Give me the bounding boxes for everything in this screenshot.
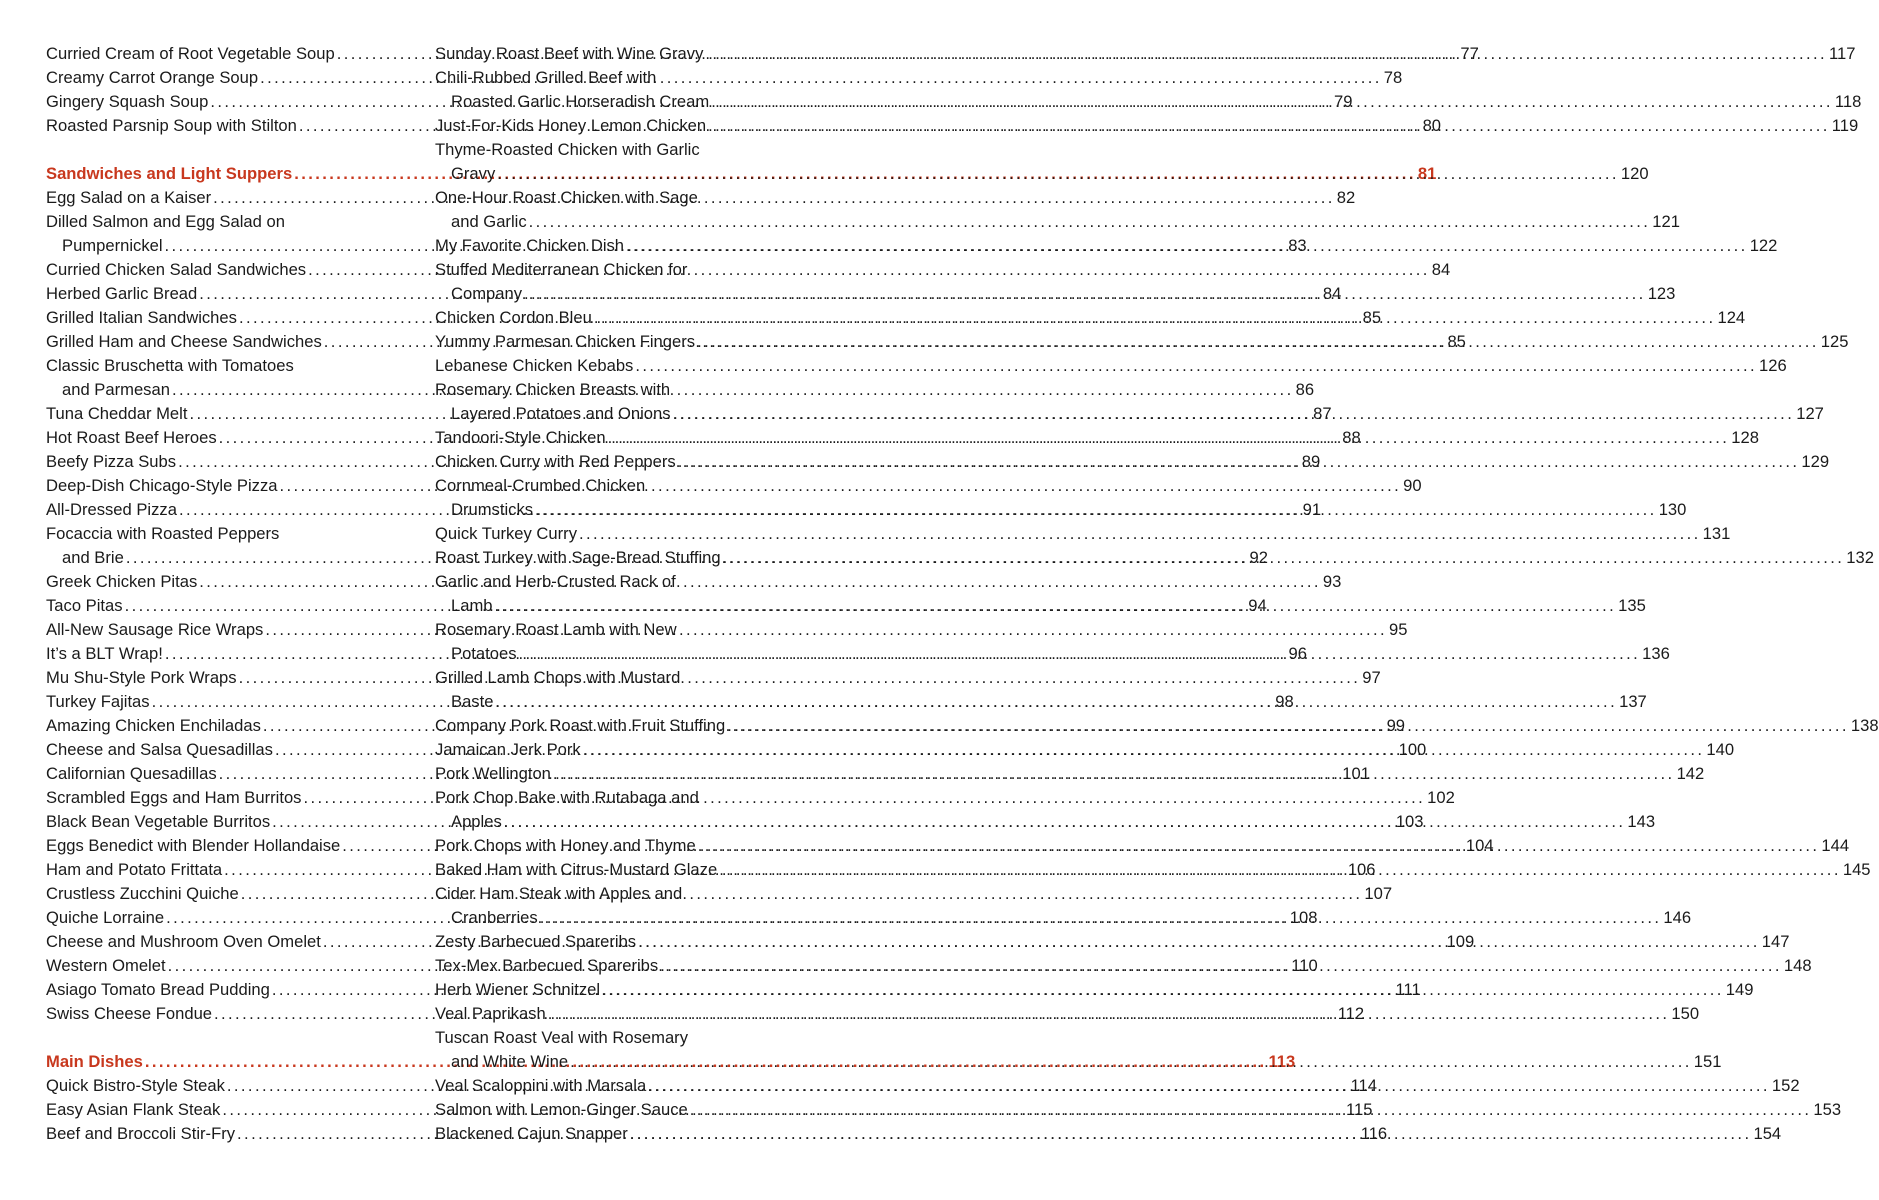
page-number: 91 <box>1302 500 1322 519</box>
dot-leader <box>706 114 1832 138</box>
section-spacer <box>46 1026 406 1050</box>
entry-title: Jamaican Jerk Pork <box>435 740 581 759</box>
entry-title: Focaccia with Roasted Peppers <box>46 524 280 543</box>
dot-leader <box>533 498 1659 522</box>
dot-leader <box>725 714 1851 738</box>
dot-leader <box>646 1074 1772 1098</box>
dot-leader <box>721 546 1847 570</box>
entry-title: Cranberries <box>451 908 538 927</box>
entry-title: Pork Chop Bake with Rutabaga and <box>435 788 699 807</box>
page-number: 138 <box>1850 716 1879 735</box>
page-number: 126 <box>1759 356 1787 375</box>
entry-title: One-Hour Roast Chicken with Sage <box>435 188 698 207</box>
dot-leader <box>258 66 1384 90</box>
entry-title: Potatoes <box>451 644 517 663</box>
entry-title: Yummy Parmesan Chicken Fingers <box>435 332 696 351</box>
dot-leader <box>237 666 1363 690</box>
entry-title: Curried Chicken Salad Sandwiches <box>46 260 307 279</box>
page-number: 115 <box>1345 1100 1373 1119</box>
page-number: 121 <box>1652 212 1680 231</box>
page-number: 129 <box>1801 452 1830 471</box>
entry-title: Zesty Barbecued Spareribs <box>435 932 637 951</box>
entry-title: Beefy Pizza Subs <box>46 452 177 471</box>
page-number: 78 <box>1383 68 1403 87</box>
dot-leader <box>502 810 1628 834</box>
page-number: 135 <box>1618 596 1646 615</box>
entry-title: Taco Pitas <box>46 596 123 615</box>
page-number: 79 <box>1334 92 1353 111</box>
entry-title: Cornmeal-Crumbed Chicken <box>435 476 646 495</box>
page-number: 111 <box>1395 980 1421 999</box>
page-number: 103 <box>1395 812 1424 831</box>
dot-leader <box>538 906 1664 930</box>
dot-leader <box>493 594 1619 618</box>
page-number: 154 <box>1753 1124 1782 1143</box>
page-number: 77 <box>1460 44 1479 63</box>
page-number: 116 <box>1360 1124 1388 1143</box>
entry-title: Hot Roast Beef Heroes <box>46 428 217 447</box>
page-number: 137 <box>1619 692 1647 711</box>
page-number: 124 <box>1717 308 1746 327</box>
entry-title: Lamb <box>451 596 493 615</box>
entry-title: Classic Bruschetta with Tomatoes <box>46 356 294 375</box>
dot-leader <box>624 234 1750 258</box>
toc-entry[interactable] <box>435 138 794 162</box>
toc-entry[interactable] <box>435 1026 794 1050</box>
entry-title: All-Dressed Pizza <box>46 500 177 519</box>
entry-title: Salmon with Lemon-Ginger Sauce <box>435 1100 688 1119</box>
entry-title: Tandoori-Style Chicken <box>435 428 606 447</box>
dot-leader <box>717 858 1843 882</box>
entry-title: Just-For-Kids Honey Lemon Chicken <box>435 116 707 135</box>
entry-title: Baste <box>451 692 494 711</box>
page-number: 120 <box>1620 164 1649 183</box>
dot-leader <box>628 1122 1754 1146</box>
entry-title: Grilled Ham and Cheese Sandwiches <box>46 332 322 351</box>
page-number: 117 <box>1829 44 1856 63</box>
entry-title: Blackened Cajun Snapper <box>435 1124 628 1143</box>
page-number: 113 <box>1268 1052 1296 1071</box>
toc-entry[interactable] <box>435 258 794 282</box>
page-number: 130 <box>1658 500 1687 519</box>
dot-leader <box>546 1002 1672 1026</box>
entry-title: Rosemary Chicken Breasts with <box>435 380 671 399</box>
toc-entry[interactable] <box>435 354 1787 378</box>
entry-title: Pumpernickel <box>62 236 163 255</box>
page-number: 149 <box>1725 980 1754 999</box>
entry-title: Herbed Garlic Bread <box>46 284 198 303</box>
page-number: 82 <box>1336 188 1356 207</box>
dot-leader <box>263 618 1389 642</box>
toc-entry[interactable] <box>435 882 794 906</box>
page-number: 87 <box>1313 404 1332 423</box>
dot-leader <box>592 306 1718 330</box>
dot-leader <box>495 162 1621 186</box>
entry-title: My Favorite Chicken Dish <box>435 236 625 255</box>
entry-title: Egg Salad on a Kaiser <box>46 188 212 207</box>
entry-title: Western Omelet <box>46 956 166 975</box>
page-number: 88 <box>1342 428 1361 447</box>
dot-leader <box>239 882 1365 906</box>
entry-title: Chili-Rubbed Grilled Beef with <box>435 68 657 87</box>
page-number: 140 <box>1706 740 1735 759</box>
entry-title: Rosemary Roast Lamb with New <box>435 620 677 639</box>
toc-entry[interactable] <box>46 354 406 378</box>
entry-title: Drumsticks <box>451 500 534 519</box>
entry-title: Curried Cream of Root Vegetable Soup <box>46 44 335 63</box>
page-number: 132 <box>1846 548 1874 567</box>
toc-entry[interactable] <box>435 474 794 498</box>
page-number: 102 <box>1427 788 1455 807</box>
dot-leader <box>636 930 1762 954</box>
entry-title: Cheese and Mushroom Oven Omelet <box>46 932 321 951</box>
dot-leader <box>633 354 1759 378</box>
page-number: 85 <box>1447 332 1466 351</box>
dot-leader <box>577 522 1703 546</box>
page-number: 86 <box>1295 380 1315 399</box>
page-number: 151 <box>1693 1052 1722 1071</box>
page-number: 90 <box>1403 476 1422 495</box>
entry-title: Herb Wiener Schnitzel <box>435 980 601 999</box>
entry-title: and Garlic <box>451 212 527 231</box>
entry-title: Eggs Benedict with Blender Hollandaise <box>46 836 341 855</box>
page-number: 122 <box>1749 236 1778 255</box>
page-number: 85 <box>1362 308 1382 327</box>
dot-leader <box>676 450 1802 474</box>
page-number: 84 <box>1431 260 1451 279</box>
entry-title: Tex-Mex Barbecued Spareribs <box>435 956 659 975</box>
entry-title: Company Pork Roast with Fruit Stuffing <box>435 716 726 735</box>
dot-leader <box>527 210 1653 234</box>
entry-title: All-New Sausage Rice Wraps <box>46 620 264 639</box>
page-number: 94 <box>1248 596 1267 615</box>
dot-leader <box>606 426 1732 450</box>
entry-title: Stuffed Mediterranean Chicken for <box>435 260 688 279</box>
dot-leader <box>493 690 1619 714</box>
entry-title: Tuscan Roast Veal with Rosemary <box>435 1028 689 1047</box>
entry-title: Deep-Dish Chicago-Style Pizza <box>46 476 278 495</box>
dot-leader <box>581 738 1707 762</box>
entry-title: Californian Quesadillas <box>46 764 217 783</box>
entry-title: Scrambled Eggs and Ham Burritos <box>46 788 302 807</box>
page-number: 106 <box>1347 860 1376 879</box>
entry-title: Tuna Cheddar Melt <box>46 404 188 423</box>
page-number: 119 <box>1831 116 1859 135</box>
page-number: 97 <box>1362 668 1381 687</box>
page-number: 80 <box>1422 116 1442 135</box>
page-number: 96 <box>1288 644 1307 663</box>
page-number: 95 <box>1389 620 1408 639</box>
page-number: 107 <box>1364 884 1393 903</box>
dot-leader <box>517 642 1643 666</box>
entry-title: Cheese and Salsa Quesadillas <box>46 740 273 759</box>
page-number: 128 <box>1731 428 1759 447</box>
entry-title: Grilled Italian Sandwiches <box>46 308 237 327</box>
page-number: 100 <box>1398 740 1427 759</box>
toc-entry[interactable] <box>435 210 1680 234</box>
page-number: 136 <box>1642 644 1670 663</box>
entry-title: Gravy <box>451 164 496 183</box>
entry-title: Asiago Tomato Bread Pudding <box>46 980 270 999</box>
toc-entry[interactable] <box>435 186 794 210</box>
entry-title: Baked Ham with Citrus-Mustard Glaze <box>435 860 718 879</box>
toc-entry[interactable] <box>46 522 406 546</box>
entry-title: Cider Ham Steak with Apples and <box>435 884 683 903</box>
section-title: Sandwiches and Light Suppers <box>46 164 293 183</box>
page-number: 150 <box>1671 1004 1700 1023</box>
entry-title: Chicken Curry with Red Peppers <box>435 452 676 471</box>
entry-title: Lebanese Chicken Kebabs <box>435 356 634 375</box>
entry-title: Apples <box>451 812 502 831</box>
entry-title: Company <box>451 284 523 303</box>
page-number: 109 <box>1446 932 1475 951</box>
page-number: 93 <box>1322 572 1342 591</box>
dot-leader <box>688 1098 1814 1122</box>
page-number: 104 <box>1465 836 1494 855</box>
entry-title: Quiche Lorraine <box>46 908 165 927</box>
page-number: 81 <box>1417 164 1437 183</box>
page-number: 99 <box>1386 716 1406 735</box>
toc-entry[interactable] <box>435 786 794 810</box>
entry-title: Pork Wellington <box>435 764 551 783</box>
entry-title: Chicken Cordon Bleu <box>435 308 592 327</box>
entry-title: Roast Turkey with Sage-Bread Stuffing <box>435 548 721 567</box>
toc-entry[interactable] <box>46 210 406 234</box>
dot-leader <box>568 1050 1694 1074</box>
page-number: 127 <box>1796 404 1824 423</box>
entry-title: Thyme-Roasted Chicken with Garlic <box>435 140 700 159</box>
page-number: 98 <box>1275 692 1294 711</box>
entry-title: Greek Chicken Pitas <box>46 572 198 591</box>
entry-title: and White Wine <box>451 1052 569 1071</box>
page-number: 108 <box>1289 908 1318 927</box>
entry-title: Pork Chops with Honey and Thyme <box>435 836 696 855</box>
page-number: 101 <box>1342 764 1370 783</box>
page-number: 145 <box>1842 860 1871 879</box>
page-number: 118 <box>1834 92 1862 111</box>
dot-leader <box>551 762 1677 786</box>
section-title: Main Dishes <box>46 1052 143 1071</box>
toc-entry[interactable] <box>435 378 794 402</box>
page-number: 152 <box>1771 1076 1800 1095</box>
entry-title: and Brie <box>62 548 124 567</box>
dot-leader <box>709 90 1835 114</box>
page-number: 110 <box>1291 956 1318 975</box>
entry-title: Veal Paprikash <box>435 1004 546 1023</box>
page-number: 125 <box>1820 332 1849 351</box>
entry-title: Gingery Squash Soup <box>46 92 209 111</box>
page-number: 89 <box>1301 452 1321 471</box>
page-number: 92 <box>1249 548 1268 567</box>
entry-title: Quick Bistro-Style Steak <box>46 1076 225 1095</box>
page-number: 146 <box>1663 908 1692 927</box>
entry-title: Grilled Lamb Chops with Mustard <box>435 668 681 687</box>
entry-title: Roasted Garlic Horseradish Cream <box>451 92 710 111</box>
page-number: 153 <box>1813 1100 1842 1119</box>
dot-leader <box>600 978 1726 1002</box>
toc-entry[interactable] <box>435 618 794 642</box>
entry-title: Easy Asian Flank Steak <box>46 1100 221 1119</box>
entry-title: Mu Shu-Style Pork Wraps <box>46 668 237 687</box>
entry-title: Garlic and Herb-Crusted Rack of <box>435 572 676 591</box>
entry-title: Quick Turkey Curry <box>435 524 577 543</box>
dot-leader <box>696 834 1822 858</box>
page-number: 143 <box>1627 812 1656 831</box>
page-number: 114 <box>1350 1076 1378 1095</box>
entry-title: Swiss Cheese Fondue <box>46 1004 213 1023</box>
page-number: 83 <box>1288 236 1307 255</box>
page-number: 144 <box>1821 836 1850 855</box>
entry-title: Black Bean Vegetable Burritos <box>46 812 271 831</box>
entry-title: Dilled Salmon and Egg Salad on <box>46 212 285 231</box>
page-number: 131 <box>1702 524 1731 543</box>
entry-title: Layered Potatoes and Onions <box>451 404 671 423</box>
toc-entry[interactable] <box>435 570 794 594</box>
dot-leader <box>703 42 1829 66</box>
entry-title: Crustless Zucchini Quiche <box>46 884 239 903</box>
entry-title: Beef and Broccoli Stir-Fry <box>46 1124 236 1143</box>
dot-leader <box>695 330 1821 354</box>
entry-title: Veal Scaloppini with Marsala <box>435 1076 647 1095</box>
page-number: 142 <box>1676 764 1705 783</box>
entry-title: Roasted Parsnip Soup with Stilton <box>46 116 297 135</box>
dot-leader <box>671 402 1797 426</box>
dot-leader <box>658 954 1784 978</box>
entry-title: It’s a BLT Wrap! <box>46 644 163 663</box>
page-number: 148 <box>1783 956 1812 975</box>
entry-title: Ham and Potato Frittata <box>46 860 223 879</box>
entry-title: Creamy Carrot Orange Soup <box>46 68 259 87</box>
toc-entry[interactable] <box>435 666 794 690</box>
entry-title: Turkey Fajitas <box>46 692 150 711</box>
entry-title: Amazing Chicken Enchiladas <box>46 716 261 735</box>
entry-title: Sunday Roast Beef with Wine Gravy <box>435 44 704 63</box>
page-number: 147 <box>1761 932 1790 951</box>
page-number: 84 <box>1322 284 1342 303</box>
entry-title: and Parmesan <box>62 380 170 399</box>
dot-leader <box>522 282 1648 306</box>
page-number: 112 <box>1337 1004 1365 1023</box>
toc-entry[interactable] <box>435 522 1731 546</box>
toc-entry[interactable] <box>435 66 794 90</box>
page-number: 123 <box>1647 284 1676 303</box>
section-spacer <box>46 138 406 162</box>
